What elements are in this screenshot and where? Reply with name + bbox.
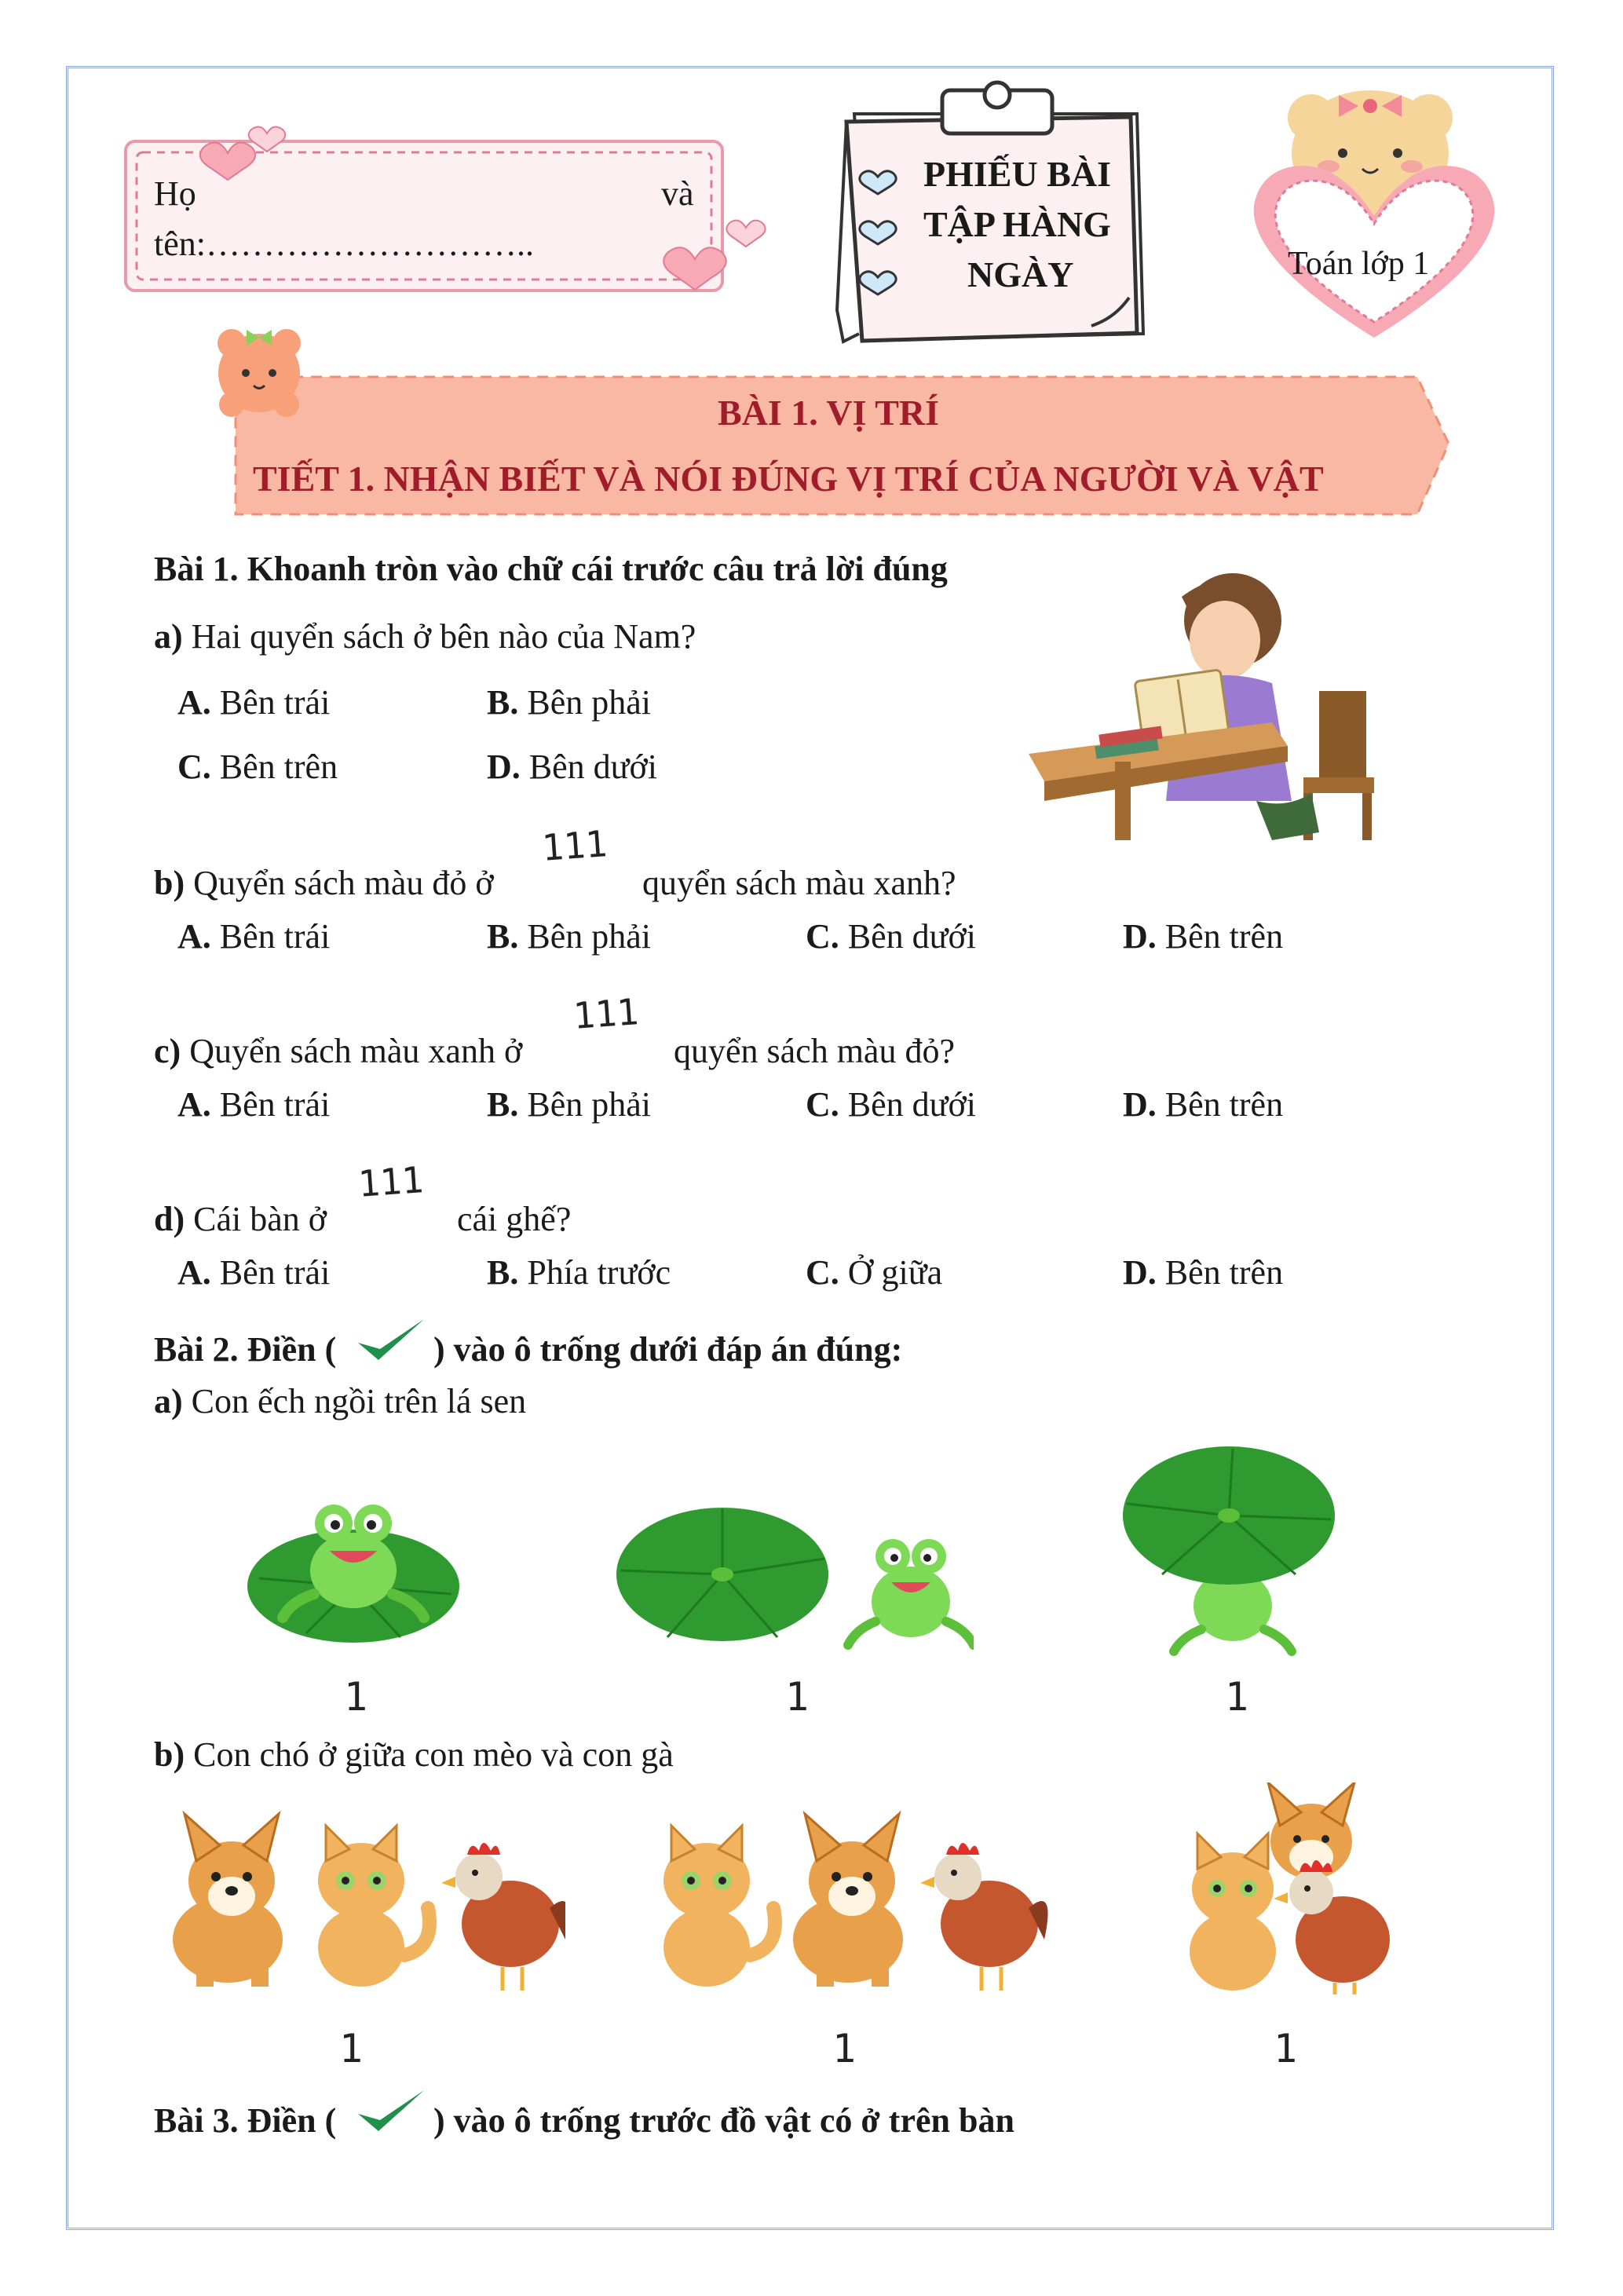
ex1-qb-opt-c[interactable]: C. Bên dưới — [806, 917, 976, 956]
cat-dog-chicken-image — [644, 1806, 1052, 1994]
ex1-qb-opt-d[interactable]: D. Bên trên — [1123, 917, 1284, 956]
ex1-qa: a) Hai quyển sách ở bên nào của Nam? — [154, 617, 696, 656]
ex1-qc-opt-a[interactable]: A. Bên trái — [177, 1085, 331, 1124]
ex2-heading-end: ) vào ô trống dưới đáp án đúng: — [433, 1330, 903, 1369]
ex2b-answer-box-2[interactable]: 1 — [832, 2026, 857, 2071]
ex2a-answer-box-1[interactable]: 1 — [344, 1674, 368, 1720]
ex1-qc-text-end: quyển sách màu đỏ? — [674, 1032, 955, 1070]
chicken — [920, 1843, 1048, 1991]
ex1-qb-text-end: quyển sách màu xanh? — [642, 864, 956, 902]
ex2a-answer-box-2[interactable]: 1 — [785, 1674, 810, 1720]
ex1-qc-opt-c[interactable]: C. Bên dưới — [806, 1085, 976, 1124]
frog-under-lilypad-image — [1115, 1441, 1351, 1657]
name-label-va: và — [661, 174, 694, 213]
ex3-heading-start: Bài 3. Điền ( — [154, 2101, 337, 2140]
checkmark-icon — [352, 1313, 430, 1368]
ex1-qb-text: b) Quyển sách màu đỏ ở — [154, 864, 494, 902]
ex1-qc-blank[interactable]: 111 — [572, 990, 640, 1037]
ex1-qa-opt-b[interactable]: B. Bên phải — [487, 683, 651, 722]
boy-reading-illustration — [1021, 565, 1382, 848]
lesson-title: BÀI 1. VỊ TRÍ — [717, 393, 940, 433]
name-field[interactable]: tên:……………………….. — [154, 225, 534, 263]
dog — [1268, 1782, 1354, 1879]
ex1-qc-opt-d[interactable]: D. Bên trên — [1123, 1085, 1284, 1124]
dog — [793, 1814, 903, 1987]
ex1-qa-opt-a[interactable]: A. Bên trái — [177, 683, 331, 722]
ex1-qb-blank[interactable]: 111 — [540, 822, 609, 869]
chicken — [441, 1843, 565, 1991]
ex1-qd-text: d) Cái bàn ở — [154, 1200, 327, 1238]
subject-heart-badge — [1241, 79, 1523, 361]
ex1-qc-opt-b[interactable]: B. Bên phải — [487, 1085, 651, 1124]
ex1-qa-opt-c[interactable]: C. Bên trên — [177, 748, 338, 786]
dog — [173, 1814, 283, 1987]
ex1-qc-text: c) Quyển sách màu xanh ở — [154, 1032, 523, 1070]
dog-behind-cat-chicken-image — [1178, 1782, 1413, 1994]
subject-label: Toán lớp 1 — [1288, 246, 1430, 282]
badge-line-1: PHIẾU BÀI — [923, 154, 1111, 194]
ex1-qd-opt-c[interactable]: C. Ở giữa — [806, 1253, 943, 1292]
ex2b-answer-box-3[interactable]: 1 — [1274, 2026, 1298, 2071]
ex1-heading: Bài 1. Khoanh tròn vào chữ cái trước câu trả lời đúng — [154, 550, 948, 588]
badge-line-3: NGÀY — [967, 254, 1074, 294]
cat — [318, 1826, 430, 1987]
frog-beside-lilypad-image — [612, 1484, 974, 1657]
ex2b-answer-box-1[interactable]: 1 — [339, 2026, 364, 2071]
ex1-qb-opt-a[interactable]: A. Bên trái — [177, 917, 331, 956]
cat — [1190, 1834, 1276, 1991]
ex2-qb: b) Con chó ở giữa con mèo và con gà — [154, 1735, 674, 1774]
ex1-qd-opt-d[interactable]: D. Bên trên — [1123, 1253, 1284, 1292]
name-label-ho: Họ — [154, 174, 196, 213]
ex1-qb-opt-b[interactable]: B. Bên phải — [487, 917, 651, 956]
ex1-qd-opt-a[interactable]: A. Bên trái — [177, 1253, 331, 1292]
badge-line-2: TẬP HÀNG — [923, 204, 1111, 244]
ex1-qd-text-end: cái ghế? — [457, 1200, 572, 1238]
ex2a-answer-box-3[interactable]: 1 — [1225, 1674, 1249, 1720]
dog-cat-chicken-image — [157, 1806, 565, 1994]
ex1-qa-opt-d[interactable]: D. Bên dưới — [487, 748, 657, 786]
ex3-heading-end: ) vào ô trống trước đồ vật có ở trên bàn — [433, 2101, 1014, 2140]
ex1-qd-opt-b[interactable]: B. Phía trước — [487, 1253, 671, 1292]
ex1-qd-blank[interactable]: 111 — [356, 1158, 425, 1205]
ex2-qa: a) Con ếch ngồi trên lá sen — [154, 1382, 527, 1420]
checkmark-icon — [352, 2084, 430, 2139]
ex2-heading-start: Bài 2. Điền ( — [154, 1330, 337, 1369]
lesson-subtitle: TIẾT 1. NHẬN BIẾT VÀ NÓI ĐÚNG VỊ TRÍ CỦA NGƯỜI VÀ VẬT — [253, 459, 1324, 499]
frog-on-lilypad-image — [243, 1461, 479, 1649]
chicken — [1274, 1860, 1390, 1994]
cat — [663, 1826, 775, 1987]
